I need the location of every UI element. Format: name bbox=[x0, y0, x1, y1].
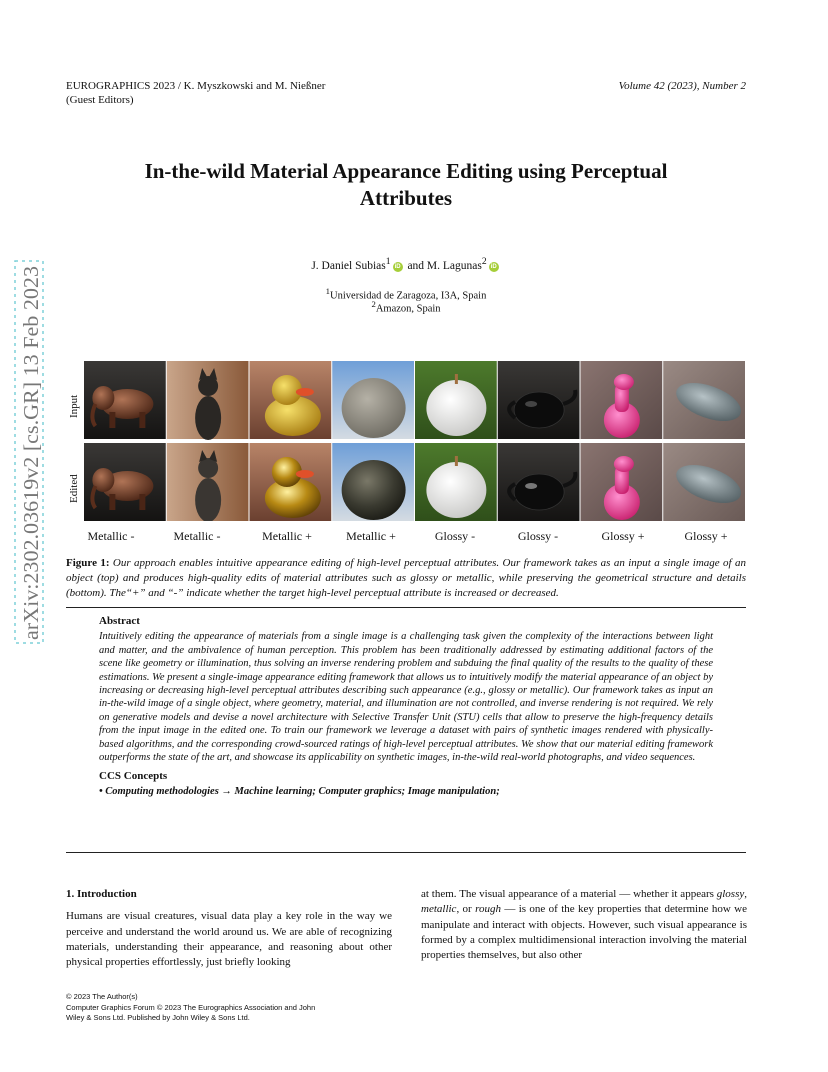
figure-column-label: Glossy - bbox=[434, 529, 476, 543]
author-2-affil: 2 bbox=[481, 256, 487, 267]
author-connector: and bbox=[407, 259, 425, 272]
affiliation-2-number: 2 bbox=[371, 299, 376, 309]
abstract-block bbox=[99, 615, 713, 798]
figure-thumbnail-edited bbox=[167, 443, 249, 521]
footer-line: © 2023 The Author(s) bbox=[66, 992, 138, 1001]
intro-text: , or bbox=[456, 903, 476, 916]
intro-text: at them. The visual appearance of a material — whether it appears bbox=[421, 888, 717, 900]
figure-column-label: Metallic - bbox=[173, 529, 221, 543]
intro-column-right bbox=[421, 887, 747, 963]
intro-paragraph-right bbox=[421, 887, 747, 963]
author-1-affil: 1 bbox=[385, 256, 391, 267]
figure-thumbnail-edited bbox=[332, 443, 414, 521]
ccs-block bbox=[99, 770, 713, 798]
figure-thumbnail-edited bbox=[84, 443, 166, 521]
abstract-heading: Abstract bbox=[99, 615, 140, 627]
figure-thumbnail-input bbox=[84, 361, 166, 439]
intro-column-left bbox=[66, 887, 392, 970]
figure-thumbnail-edited bbox=[498, 443, 580, 521]
row-label-edited bbox=[66, 443, 80, 519]
figure-column-label: Glossy + bbox=[601, 529, 645, 543]
author-list bbox=[66, 256, 746, 272]
intro-paragraph-left: Humans are visual creatures, visual data play a key role in the way we perceive and understand the world around us. We are able of recognizing materials, understanding their appearance, and reasoning about other physical properties effortlessly, just briefly looking bbox=[66, 910, 392, 969]
intro-text: , bbox=[744, 888, 747, 900]
conference-line: EUROGRAPHICS 2023 / K. Myszkowski and M. Nießner bbox=[66, 80, 326, 92]
paper-title bbox=[66, 158, 746, 212]
figure-thumbnail-input bbox=[250, 361, 332, 439]
affiliation-2 bbox=[66, 298, 746, 316]
figure-thumbnail-edited bbox=[250, 443, 332, 521]
figure-caption-label: Figure 1: bbox=[66, 557, 110, 569]
abstract-text: Intuitively editing the appearance of materials from a single image is a challenging task given the complexity of the interactions between light and matter, and the ambivalence of human perception. This problem has been traditionally addressed by estimating additional factors of the scene like geometry or illumination, thus solving an inverse rendering problem and subduing the final quality of the results to the quality of these estimations. We present a single-image appearance editing framework that allows us to intuitively modify the material appearance of an object by increasing or decreasing high-level perceptual attributes describing such appearance (e.g., glossy or metallic). Our framework takes as input an in-the-wild image of a single object, where geometry, material, and illumination are not controlled, and inverse rendering is not required. We rely on generative models and devise a novel architecture with Selective Transfer Unit (STU) cells that allow to preserve the high-frequency details from the input image in the edited one. To train our framework we leverage a dataset with pairs of synthetic images rendered with physically-based algorithms, and the corresponding crowd-sourced ratings of high-level perceptual attributes. We show that our material editing framework outperforms the state of the art, and showcase its applicability on synthetic images, in-the-wild real-world photographs, and video sequences. bbox=[99, 631, 713, 764]
intro-term-glossy: glossy bbox=[716, 888, 745, 900]
figure-column-label: Metallic + bbox=[346, 529, 396, 543]
arxiv-stamp bbox=[14, 260, 44, 644]
copyright-footer bbox=[66, 992, 396, 1024]
figure-thumbnail-edited bbox=[581, 443, 663, 521]
intro-term-metallic: metallic bbox=[421, 903, 457, 916]
editors-line: (Guest Editors) bbox=[66, 94, 134, 106]
figure-column-label: Metallic + bbox=[262, 529, 312, 543]
intro-text: — is one of the key properties that determine how we manipulate and interact with objects. However, such visual appearance is formed by a complex multidimensional interaction involving the material properties themselves, but also other bbox=[421, 903, 747, 962]
title-line-2: Attributes bbox=[359, 186, 453, 210]
ccs-text: • Computing methodologies → Machine learning; Computer graphics; Image manipulation; bbox=[99, 785, 500, 797]
row-label-edited-text: Edited bbox=[68, 474, 80, 503]
running-header-right: Volume 42 (2023), Number 2 bbox=[618, 80, 746, 92]
figure-thumbnail-input bbox=[167, 361, 249, 440]
intro-term-rough: rough bbox=[475, 903, 501, 916]
section-heading-introduction: 1. Introduction bbox=[66, 888, 137, 900]
affiliation-2-text: Amazon, Spain bbox=[375, 303, 441, 315]
orcid-icon[interactable]: iD bbox=[490, 263, 497, 270]
figure-column-label: Glossy - bbox=[517, 529, 559, 543]
ccs-heading: CCS Concepts bbox=[99, 770, 168, 783]
rule-below-abstract bbox=[66, 852, 746, 853]
arxiv-stamp-text: arXiv:2302.03619v2 [cs.GR] 13 Feb 2023 bbox=[19, 275, 43, 640]
author-2: M. Lagunas bbox=[426, 259, 482, 272]
figure-thumbnail-input bbox=[498, 361, 580, 439]
affiliation-1-text: Universidad de Zaragoza, I3A, Spain bbox=[330, 290, 487, 302]
figure-caption bbox=[66, 556, 746, 601]
figure-1-images bbox=[84, 361, 746, 521]
figure-thumbnail-edited bbox=[663, 443, 746, 521]
figure-column-labels bbox=[66, 529, 746, 545]
row-label-input-text: Input bbox=[68, 394, 80, 418]
figure-thumbnail-edited bbox=[415, 443, 497, 521]
figure-column-label: Glossy + bbox=[684, 529, 728, 543]
footer-line: Computer Graphics Forum © 2023 The Eurographics Association and John bbox=[66, 1002, 316, 1012]
figure-caption-text: Our approach enables intuitive appearance editing of high-level perceptual attributes. Our framework takes as an input a single image of an object (top) and produces high-quality edits of material attributes such as glossy or metallic, while preserving the geometrical structure and details (bottom). The“+” and “-” indicate whether the target high-level perceptual attribute is increased or decreased. bbox=[66, 557, 746, 599]
figure-thumbnail-input bbox=[663, 361, 746, 439]
orcid-icon[interactable]: iD bbox=[394, 263, 401, 270]
figure-thumbnail-input bbox=[332, 361, 414, 439]
figure-thumbnail-input bbox=[581, 361, 663, 439]
footer-line: Wiley & Sons Ltd. Published by John Wiley & Sons Ltd. bbox=[66, 1013, 250, 1022]
row-label-input bbox=[66, 362, 80, 438]
title-line-1: In-the-wild Material Appearance Editing using Perceptual bbox=[144, 159, 668, 183]
rule-above-abstract bbox=[66, 607, 746, 608]
running-header-left bbox=[66, 79, 325, 107]
author-1: J. Daniel Subias bbox=[311, 259, 386, 272]
figure-thumbnail-input bbox=[415, 361, 497, 439]
figure-column-label: Metallic - bbox=[87, 529, 135, 543]
affiliation-1-number: 1 bbox=[325, 286, 331, 296]
